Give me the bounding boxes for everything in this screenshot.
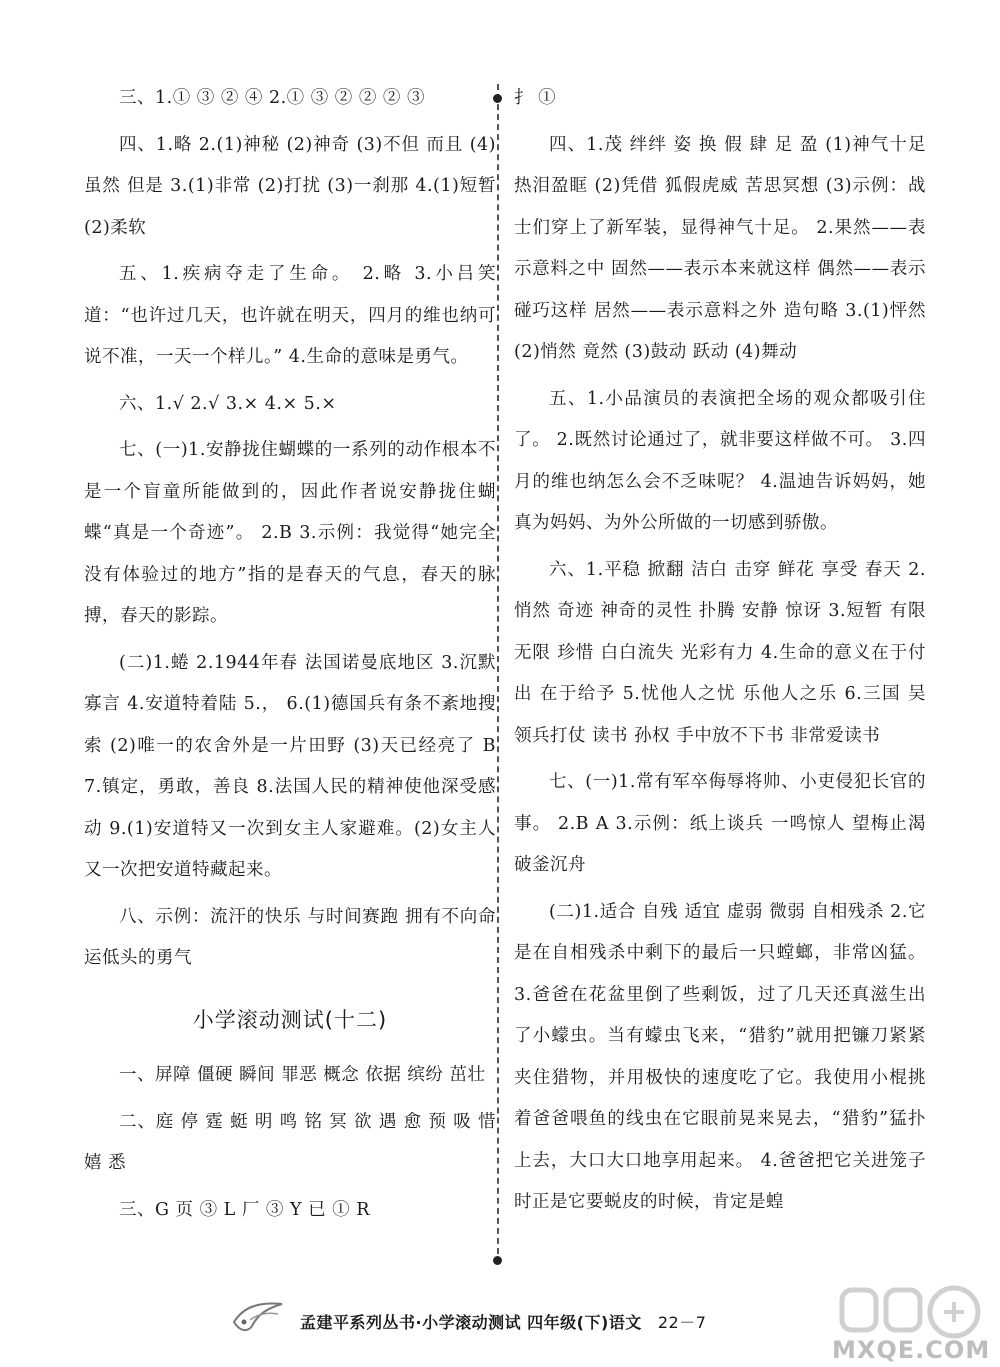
watermark-logo-icon (832, 1282, 990, 1342)
answer-paragraph: 三、1.① ③ ② ④ 2.① ③ ② ② ② ③ (119, 88, 425, 108)
right-column (514, 78, 926, 1224)
left-answer-list (84, 78, 496, 980)
left-answer-list-after (84, 1055, 496, 1231)
answer-paragraph: 八、示例：流汗的快乐 与时间赛跑 拥有不向命运低头的勇气 (84, 906, 496, 968)
answer-paragraph: 二、庭 停 霆 蜓 明 鸣 铭 冥 欲 遇 愈 预 吸 惜 嬉 悉 (84, 1111, 496, 1173)
divider-dot (493, 1256, 502, 1265)
answer-paragraph: 扌 ① (514, 88, 557, 108)
left-column (84, 78, 496, 1231)
answer-paragraph: (二)1.适合 自残 适宜 虚弱 微弱 自相残杀 2.它是在自相残杀中剩下的最后一只螳螂，非常凶猛。 3.爸爸在花盆里倒了些剩饭，过了几天还真滋生出了小蠓虫。当有蠓虫飞来，“猎豹”就用把镰刀紧紧夹住猎物，并用极快的速度吃了它。我使用小棍挑着爸爸喂鱼的线虫在它眼前晃来晃去，“猎豹”猛扑上去，大口大口地享用起来。 4.爸爸把它关进笼子时正是它要蜕皮的时候，肯定是蝗 (514, 901, 926, 1212)
answer-paragraph: 六、1.平稳 掀翻 洁白 击穿 鲜花 享受 春天 2.悄然 奇迹 神奇的灵性 扑腾 安静 惊讶 3.短暂 有限 无限 珍惜 白白流失 光彩有力 4.生命的意义在于付出 在于给予 5.忧他人之忧 乐他人之乐 6.三国 吴 领兵打仗 读书 孙权 手中放不下书 非常爱读书 (514, 559, 926, 746)
page-footer (300, 1310, 706, 1333)
watermark-text: MXQE.COM (832, 1336, 991, 1364)
answer-paragraph: 五、1.疾病夺走了生命。 2.略 3.小吕笑道：“也许过几天，也许就在明天，四月的维也纳可说不准，一天一个样儿。” 4.生命的意味是勇气。 (84, 264, 496, 367)
section-heading: 小学滚动测试(十二) (192, 1007, 388, 1032)
answer-paragraph: 四、1.茂 绊绊 姿 换 假 肆 足 盈 (1)神气十足 热泪盈眶 (2)凭借 狐假虎威 苦思冥想 (3)示例：战士们穿上了新军装，显得神气十足。 2.果然——表示意料之中 固然——表示本来就这样 偶然——表示碰巧这样 居然——表示意料之外 造句略 3.(1)怦然 (2)悄然 竟然 (3)鼓动 跃动 (4)舞动 (514, 134, 926, 362)
answer-paragraph: 三、G 页 ③ L 厂 ③ Y 已 ① R (119, 1199, 370, 1220)
answer-paragraph: (二)1.蜷 2.1944年春 法国诺曼底地区 3.沉默寡言 4.安道特着陆 5.， 6.(1)德国兵有条不紊地搜索 (2)唯一的农舍外是一片田野 (3)天已经亮了 B 7.镇定，勇敢，善良 8.法国人民的精神使他深受感动 9.(1)安道特又一次到女主人家避难。(2)女主人又一次把安道特藏起来。 (84, 652, 496, 880)
answer-paragraph: 六、1.√ 2.√ 3.× 4.× 5.× (119, 393, 337, 414)
footer-series: 孟建平系列丛书·小学滚动测试 四年级(下)语文 (300, 1313, 642, 1332)
watermark (832, 1282, 990, 1366)
column-divider (497, 84, 499, 1264)
answer-paragraph: 五、1.小品演员的表演把全场的观众都吸引住了。 2.既然讨论通过了，就非要这样做不可。 3.四月的维也纳怎么会不乏味呢？ 4.温迪告诉妈妈，她真为妈妈、为外公所做的一切感到骄傲。 (514, 388, 926, 533)
answer-paragraph: 七、(一)1.常有军卒侮辱将帅、小吏侵犯长官的事。 2.B A 3.示例：纸上谈兵 一鸣惊人 望梅止渴 破釜沉舟 (514, 772, 926, 875)
page-number: 22－7 (657, 1313, 707, 1332)
answer-paragraph: 一、屏障 僵硬 瞬间 罪恶 概念 依据 缤纷 茁壮 (119, 1065, 486, 1085)
answer-paragraph: 四、1.略 2.(1)神秘 (2)神奇 (3)不但 而且 (4)虽然 但是 3.(1)非常 (2)打扰 (3)一刹那 4.(1)短暂 (2)柔软 (84, 134, 496, 238)
right-answer-list (514, 78, 926, 1224)
publisher-logo-icon (230, 1292, 288, 1340)
answer-paragraph: 七、(一)1.安静拢住蝴蝶的一系列的动作根本不是一个盲童所能做到的，因此作者说安静拢住蝴蝶“真是一个奇迹”。 2.B 3.示例：我觉得“她完全没有体验过的地方”指的是春天的气息，春天的脉搏，春天的影踪。 (84, 440, 496, 626)
